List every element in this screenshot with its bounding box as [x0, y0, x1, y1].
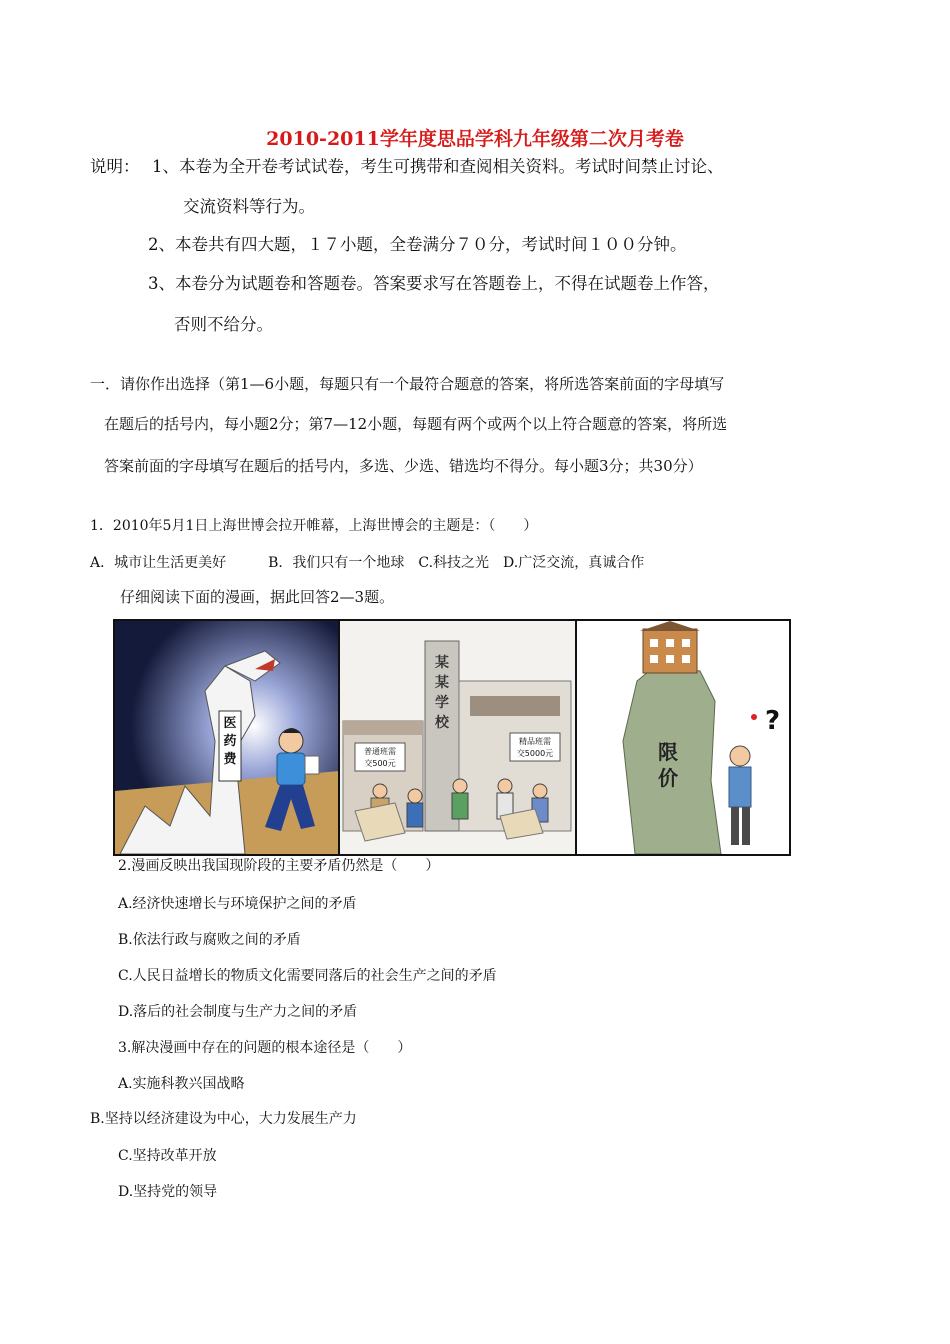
- instructions-lead: 说明：: [90, 157, 140, 176]
- panel2-right-board-line-2: 交5000元: [516, 749, 554, 758]
- q1-options: A．城市让生活更美好 B．我们只有一个地球 C.科技之光 D.广泛交流，真诚合作: [90, 555, 645, 571]
- q1-stem: 1．2010年5月1日上海世博会拉开帷幕，上海世博会的主题是：（ ）: [90, 518, 538, 534]
- q2-option-c: C.人民日益增长的物质文化需要同落后的社会生产之间的矛盾: [118, 968, 497, 984]
- section1-line-2: 在题后的括号内，每小题2分；第7—12小题，每题有两个或两个以上符合题意的答案，将所选: [104, 415, 728, 433]
- exam-title: 2010-2011学年度思品学科九年级第二次月考卷: [266, 128, 684, 150]
- panel3-label-char-2: 价: [658, 766, 678, 790]
- q3-option-d: D.坚持党的领导: [118, 1184, 218, 1200]
- panel3-label-char-1: 限: [658, 740, 678, 764]
- comic-panel-school: [340, 621, 576, 854]
- panel2-sign-char-1: 某: [435, 655, 449, 671]
- comic-strip: [113, 619, 791, 856]
- question-mark-icon: ?: [765, 706, 781, 736]
- instruction-1-line-2: 交流资料等行为。: [183, 197, 315, 216]
- panel2-sign-char-4: 校: [435, 715, 449, 731]
- q3-option-b: B.坚持以经济建设为中心，大力发展生产力: [90, 1111, 357, 1127]
- q3-option-a: A.实施科教兴国战略: [118, 1076, 245, 1092]
- panel2-sign-char-3: 学: [435, 695, 449, 711]
- panel2-sign-char-2: 某: [435, 675, 449, 691]
- section1-line-3: 答案前面的字母填写在题后的括号内，多选、少选、错选均不得分。每小题3分；共30分）: [104, 457, 703, 475]
- instruction-3-line-2: 否则不给分。: [174, 315, 273, 334]
- q2-option-a: A.经济快速增长与环境保护之间的矛盾: [118, 896, 357, 912]
- panel2-right-board-line-1: 精品班需: [519, 737, 551, 746]
- q2-option-b: B.依法行政与腐败之间的矛盾: [118, 932, 301, 948]
- q2-option-d: D.落后的社会制度与生产力之间的矛盾: [118, 1004, 358, 1020]
- panel1-label-char-1: 医: [223, 716, 237, 731]
- panel1-label-char-2: 药: [223, 734, 237, 749]
- comic-intro: 仔细阅读下面的漫画，据此回答2—3题。: [120, 588, 395, 606]
- q2-stem: 2.漫画反映出我国现阶段的主要矛盾仍然是（ ）: [118, 858, 440, 874]
- section1-line-1: 一．请你作出选择（第1—6小题，每题只有一个最符合题意的答案，将所选答案前面的字母填写: [90, 375, 725, 393]
- panel2-left-board-line-1: 普通班需: [364, 747, 396, 756]
- instruction-3-line-1: 3、本卷分为试题卷和答题卷。答案要求写在答题卷上，不得在试题卷上作答，: [148, 274, 720, 293]
- q3-stem: 3.解决漫画中存在的问题的根本途径是（ ）: [118, 1040, 412, 1056]
- instruction-2: 2、本卷共有四大题，１７小题，全卷满分７０分，考试时间１００分钟。: [148, 235, 687, 254]
- comic-panel-price-limit: [577, 621, 789, 854]
- instruction-1-line-1: 1、本卷为全开卷考试试卷，考生可携带和查阅相关资料。考试时间禁止讨论、: [152, 157, 724, 176]
- q3-option-c: C.坚持改革开放: [118, 1148, 217, 1164]
- panel1-label-char-3: 费: [223, 752, 237, 767]
- comic-panel-medical: [115, 621, 339, 854]
- panel2-left-board-line-2: 交500元: [364, 759, 396, 768]
